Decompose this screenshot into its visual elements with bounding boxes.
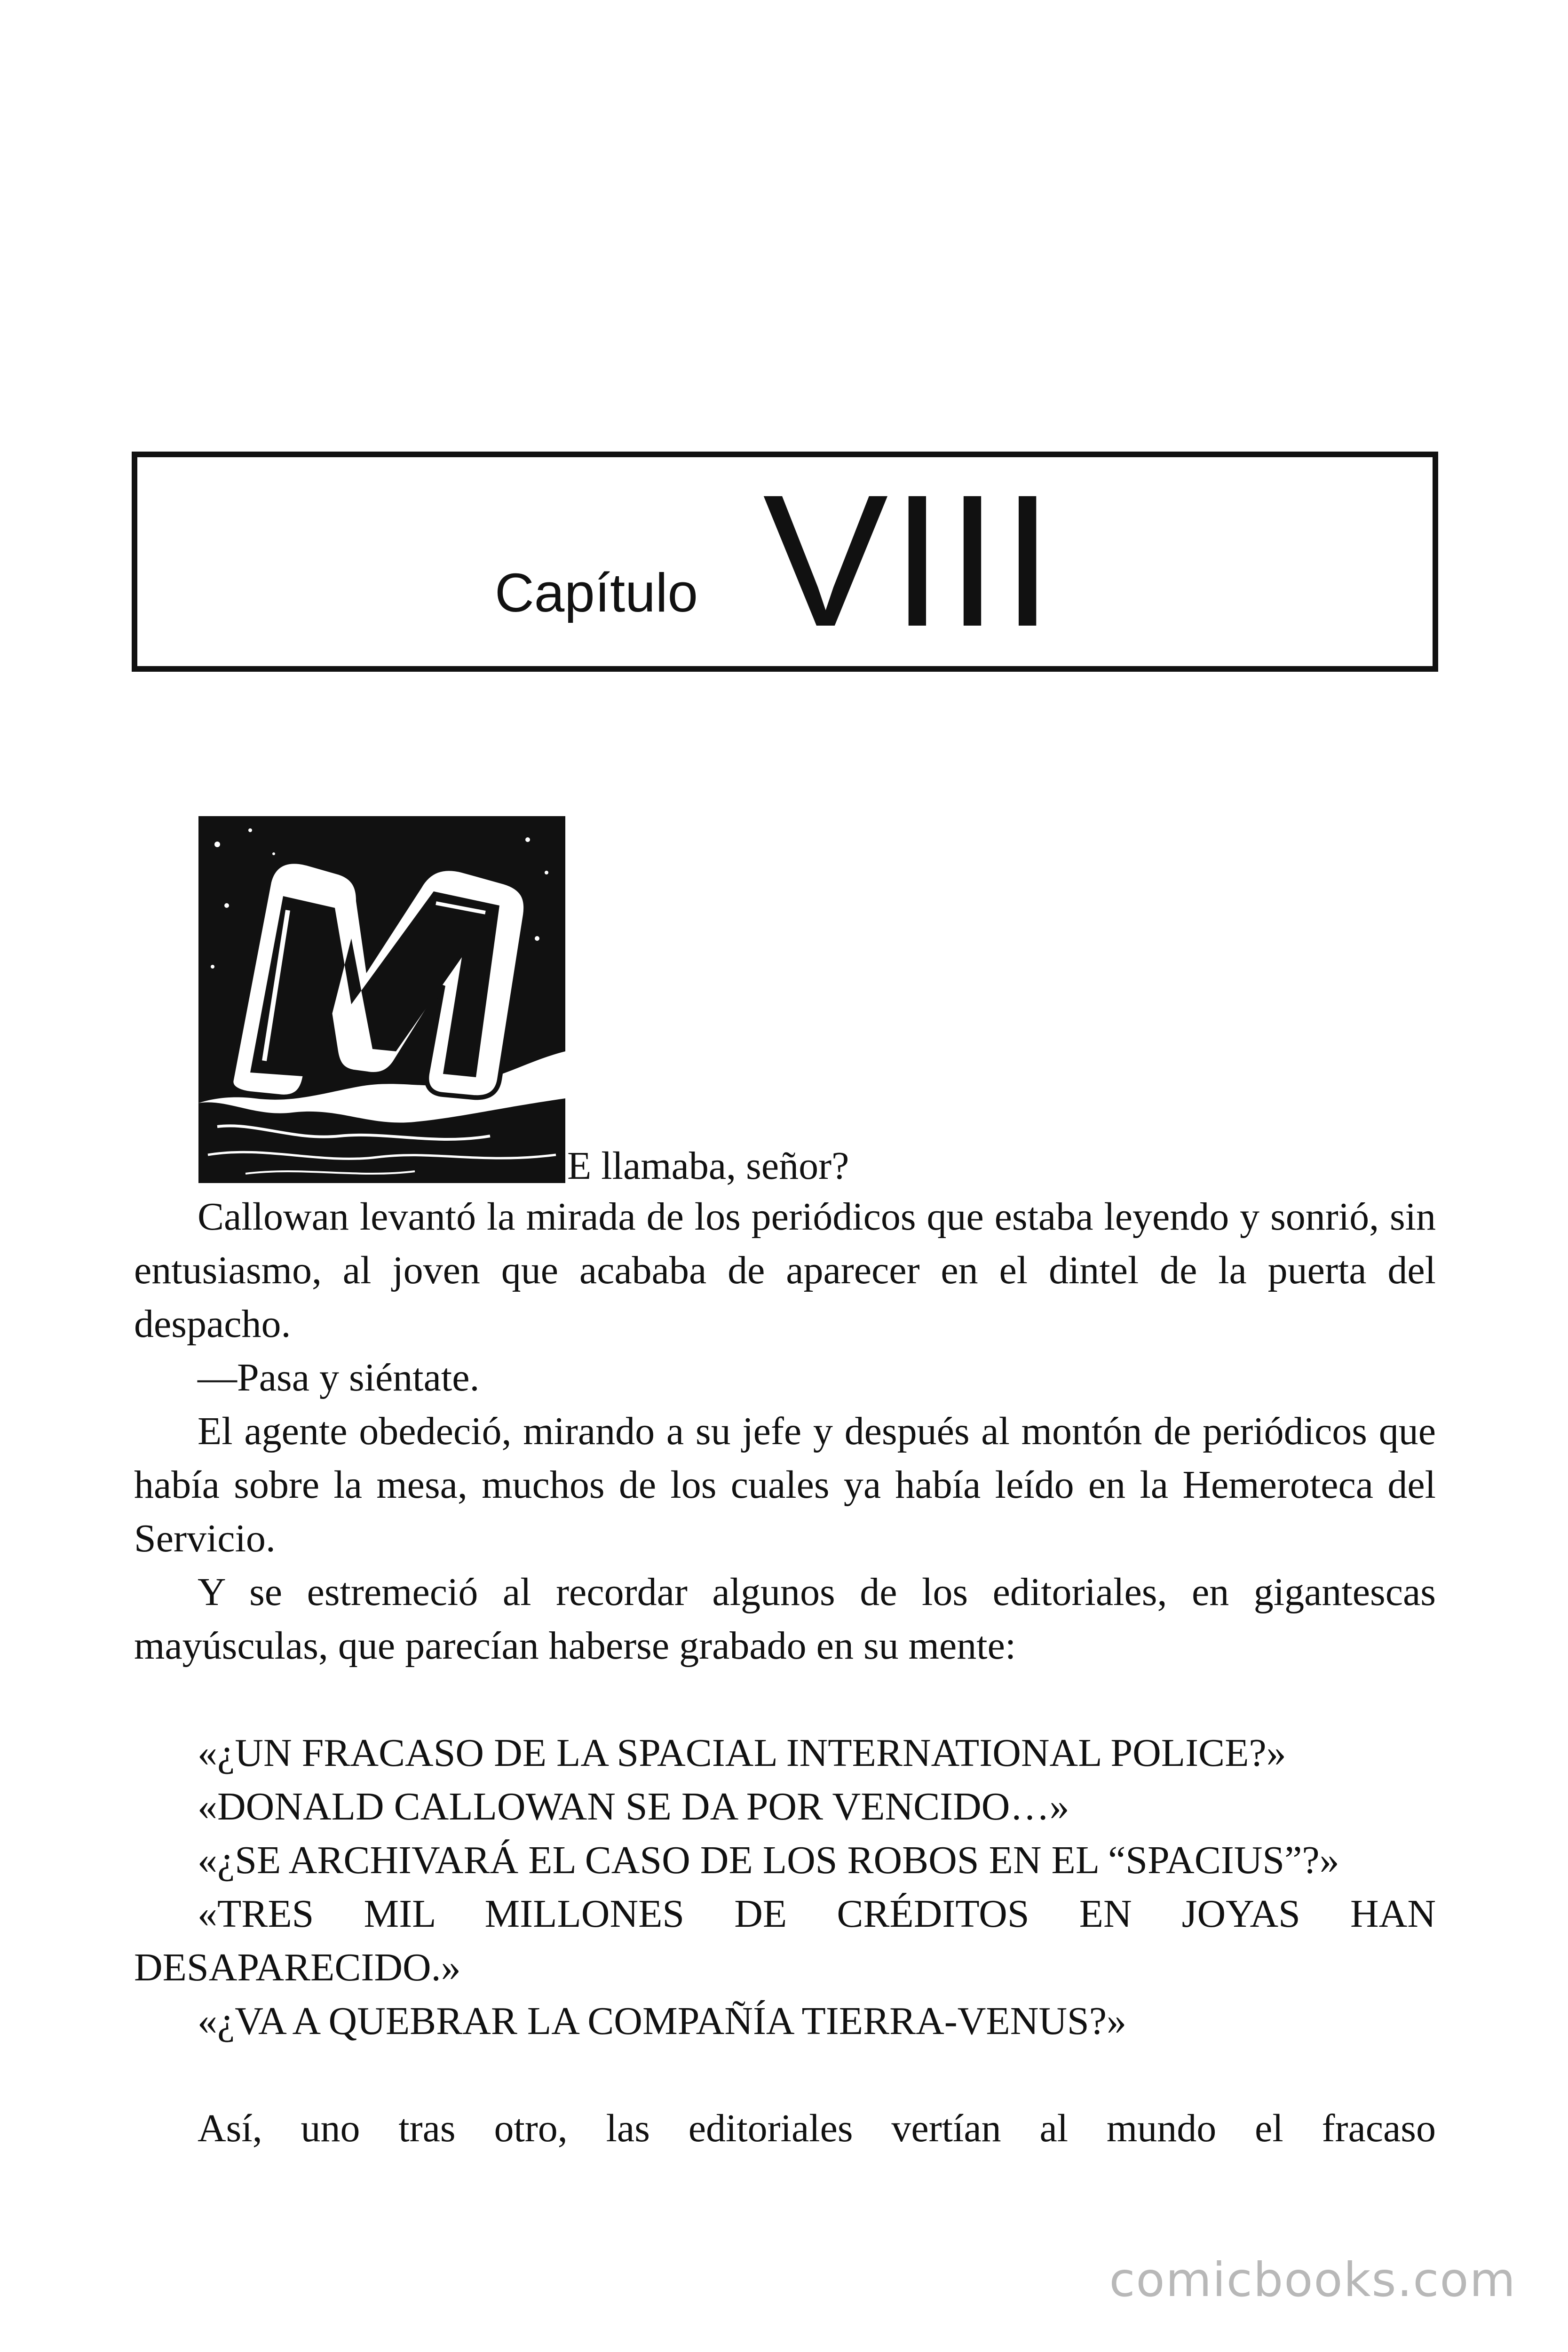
chapter-body [134,1190,1436,2155]
headline: «TRES MIL MILLONES DE CRÉDITOS EN JOYAS HAN DESAPARECIDO.» [134,1892,1436,1989]
headline: «¿UN FRACASO DE LA SPACIAL INTERNATIONAL POLICE?» [198,1731,1286,1775]
chapter-header-box [132,452,1438,672]
paragraph: El agente obedeció, mirando a su jefe y después al montón de periódicos que había sobre la mesa, muchos de los cuales ya había leído en la Hemeroteca del Servicio. [134,1409,1436,1560]
blank-line [134,2048,1436,2102]
opening-line: E llamaba, señor? [567,1144,849,1188]
watermark: comicbooks.com [1109,2252,1516,2307]
paragraph: —Pasa y siéntate. [198,1356,480,1399]
chapter-label: Capítulo [495,562,698,623]
chapter-number: VIII [763,455,1057,666]
paragraph: Y se estremeció al recordar algunos de los editoriales, en gigantescas mayúsculas, que parecían haberse grabado en su mente: [134,1570,1436,1668]
blank-line [134,1673,1436,1726]
dropcap-illustration [198,816,565,1183]
headline: «¿SE ARCHIVARÁ EL CASO DE LOS ROBOS EN EL “SPACIUS”?» [198,1838,1339,1882]
headline: «¿VA A QUEBRAR LA COMPAÑÍA TIERRA-VENUS?» [198,1999,1127,2043]
paragraph: Callowan levantó la mirada de los periódicos que estaba leyendo y sonrió, sin entusiasmo, al joven que acababa de aparecer en el dintel de la puerta del despacho. [134,1195,1436,1346]
paragraph: Así, uno tras otro, las editoriales vertían al mundo el fracaso [198,2106,1436,2150]
headline: «DONALD CALLOWAN SE DA POR VENCIDO…» [198,1785,1069,1828]
